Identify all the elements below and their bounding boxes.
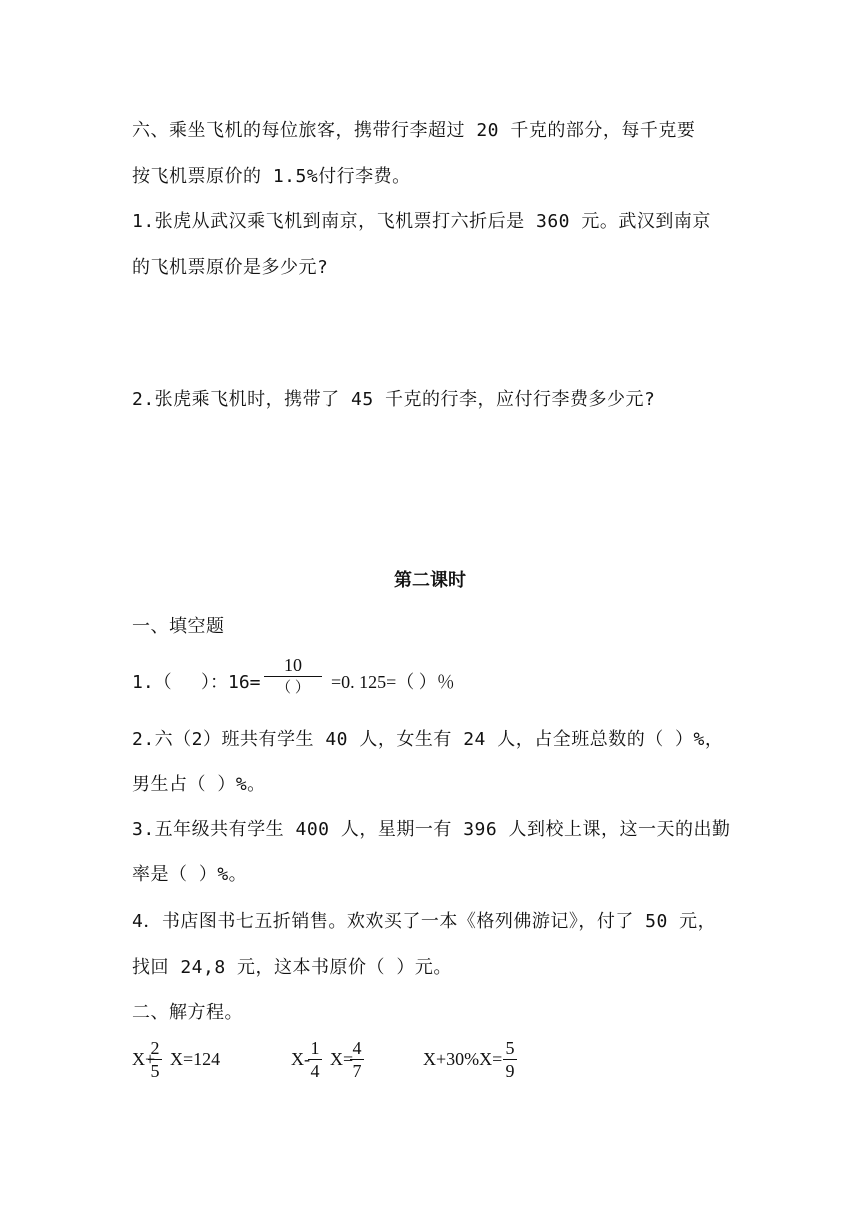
fraction-denominator: 5 bbox=[150, 1061, 160, 1081]
fill-heading: 一、填空题 bbox=[132, 616, 225, 637]
fraction-numerator: 2 bbox=[150, 1038, 160, 1058]
eq1-fraction bbox=[148, 1037, 162, 1082]
question1-line2: 的飞机票原价是多少元? bbox=[132, 257, 329, 278]
fill-q1-prefix: 1.（ bbox=[132, 672, 172, 693]
fraction-denominator: 9 bbox=[505, 1061, 515, 1081]
fraction-denominator: 7 bbox=[352, 1061, 362, 1081]
fill-q3-line2: 率是（ ）%。 bbox=[132, 864, 248, 885]
eq2-fraction-2 bbox=[350, 1037, 364, 1082]
fill-q4-line2: 找回 24,8 元，这本书原价（ ）元。 bbox=[132, 957, 452, 978]
equations-heading: 二、解方程。 bbox=[132, 1002, 243, 1023]
fill-q1-fraction bbox=[264, 654, 322, 699]
section6-intro-line1: 六、乘坐飞机的每位旅客，携带行李超过 20 千克的部分，每千克要 bbox=[132, 120, 696, 141]
question2: 2.张虎乘飞机时，携带了 45 千克的行李，应付行李费多少元? bbox=[132, 389, 656, 410]
fill-q1-after-blank: ）：16= bbox=[201, 672, 261, 693]
fraction-denominator: 4 bbox=[310, 1061, 320, 1081]
eq2-fraction-1 bbox=[308, 1037, 322, 1082]
eq3-fraction bbox=[503, 1037, 517, 1082]
eq1-left: X+ bbox=[132, 1049, 156, 1069]
eq2-left: X- bbox=[291, 1049, 310, 1069]
fraction-denominator: （ ） bbox=[276, 680, 310, 696]
fill-q4-line1: 4．书店图书七五折销售。欢欢买了一本《格列佛游记》，付了 50 元， bbox=[132, 911, 717, 932]
fraction-numerator: 1 bbox=[310, 1038, 320, 1058]
fill-q2-line1: 2.六（2）班共有学生 40 人，女生有 24 人，占全班总数的（ ）%， bbox=[132, 729, 724, 750]
fraction-numerator: 10 bbox=[284, 655, 302, 675]
question1-line1: 1.张虎从武汉乘飞机到南京，飞机票打六折后是 360 元。武汉到南京 bbox=[132, 211, 711, 232]
fraction-numerator: 4 bbox=[352, 1038, 362, 1058]
fraction-numerator: 5 bbox=[505, 1038, 515, 1058]
lesson-title: 第二课时 bbox=[394, 570, 466, 591]
fill-q1-suffix: =0. 125=（ ）％ bbox=[331, 672, 455, 692]
section6-intro-line2: 按飞机票原价的 1.5%付行李费。 bbox=[132, 166, 411, 187]
eq1-right: X=124 bbox=[170, 1049, 221, 1069]
eq2-middle: X= bbox=[330, 1049, 354, 1069]
fill-q3-line1: 3.五年级共有学生 400 人，星期一有 396 人到校上课，这一天的出勤 bbox=[132, 819, 731, 840]
fill-q2-line2: 男生占（ ）%。 bbox=[132, 774, 266, 795]
eq3-left: X+30%X= bbox=[423, 1049, 503, 1069]
